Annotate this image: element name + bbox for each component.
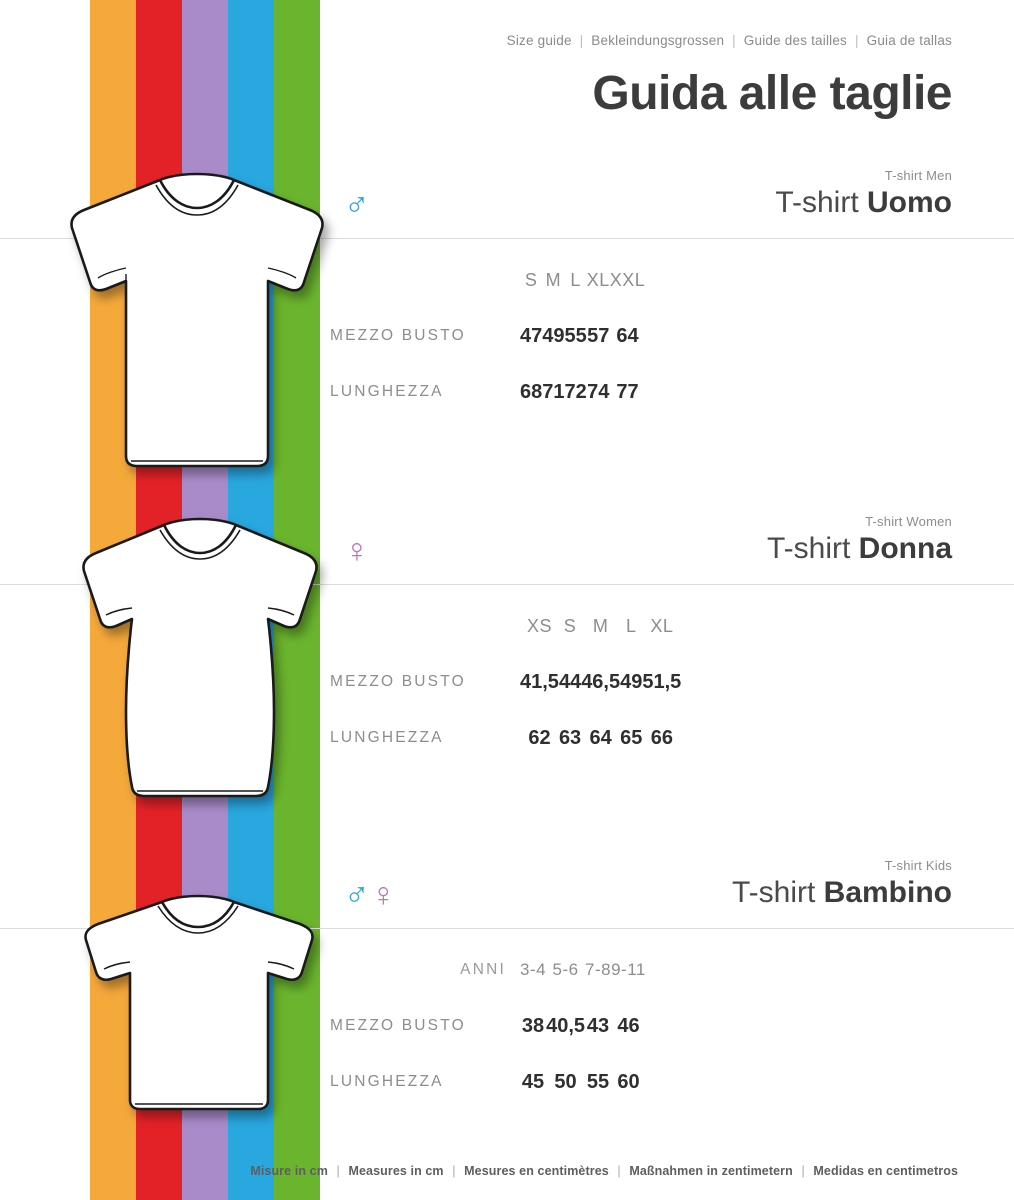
women-chest-m: 46,5: [581, 670, 621, 693]
table-row: [330, 364, 645, 420]
lang-sep-1: |: [579, 33, 584, 48]
women-col-l: L: [625, 615, 637, 636]
women-length-xs: 62: [528, 726, 551, 749]
table-row: [330, 1054, 646, 1110]
section-men-subtitle: T-shirt Men: [884, 168, 952, 183]
kids-size-table: [330, 942, 646, 1110]
table-row: [330, 654, 681, 710]
table-header-row: [330, 942, 646, 998]
lang-label-de: Bekleindungsgrossen: [591, 33, 725, 48]
men-col-l: L: [570, 269, 581, 290]
section-men-title-bold: Uomo: [867, 186, 952, 219]
page-header: [320, 0, 952, 118]
table-header-row: [330, 598, 681, 654]
kids-length-9-11: 60: [617, 1070, 640, 1093]
footer-note-it: Misure in cm: [250, 1164, 328, 1178]
footer-note-fr: Mesures en centimètres: [464, 1164, 609, 1178]
women-length-m: 64: [589, 726, 612, 749]
section-men-title: [775, 186, 952, 220]
men-col-m: M: [545, 269, 562, 290]
section-kids-title-bold: Bambino: [823, 876, 952, 909]
lang-label-es: Guia de tallas: [866, 33, 952, 48]
kids-length-7-8: 55: [586, 1070, 610, 1093]
men-chest-l: 55: [564, 324, 587, 347]
footer-sep-3: |: [617, 1164, 621, 1178]
women-col-xs: XS: [526, 615, 552, 636]
section-men-icons: [344, 188, 371, 222]
kids-col-label-anni: ANNI: [460, 961, 506, 978]
kids-chest-5-6: 40,5: [546, 1014, 586, 1037]
men-row-label-chest: MEZZO BUSTO: [330, 327, 466, 344]
men-length-s: 68: [520, 380, 543, 403]
section-women-title-bold: Donna: [858, 532, 952, 565]
table-row: [330, 308, 645, 364]
women-col-label: [330, 598, 520, 654]
page-title: Guida alle taglie: [592, 67, 952, 120]
section-men-title-light: T-shirt: [775, 186, 867, 219]
female-icon: ♀: [344, 532, 371, 570]
kids-chest-3-4: 38: [521, 1014, 545, 1037]
section-women-title-light: T-shirt: [767, 532, 859, 565]
men-chest-xl: 57: [587, 324, 610, 347]
table-row: [330, 710, 681, 766]
footer-note-de: Maßnahmen in zentimetern: [629, 1164, 793, 1178]
table-row: [330, 998, 646, 1054]
men-length-l: 72: [564, 380, 587, 403]
kids-col-5-6: 5-6: [552, 960, 579, 979]
section-kids-title: [732, 876, 952, 910]
men-chest-s: 47: [520, 324, 543, 347]
kids-chest-7-8: 43: [586, 1014, 610, 1037]
footer-note-en: Measures in cm: [348, 1164, 444, 1178]
kids-col-3-4: 3-4: [520, 960, 547, 979]
women-row-label-length: LUNGHEZZA: [330, 729, 444, 746]
men-chest-xxl: 64: [616, 324, 639, 347]
men-row-label-length: LUNGHEZZA: [330, 383, 444, 400]
men-col-xl: XL: [586, 269, 610, 290]
women-length-s: 63: [558, 726, 582, 749]
section-women-title: [767, 532, 952, 566]
footer-sep-4: |: [801, 1164, 805, 1178]
women-chest-l: 49: [620, 670, 643, 693]
language-labels: [320, 0, 952, 48]
women-col-m: M: [592, 615, 609, 636]
men-length-m: 71: [542, 380, 565, 403]
men-chest-m: 49: [542, 324, 565, 347]
lang-label-fr: Guide des tailles: [743, 33, 848, 48]
section-kids-title-light: T-shirt: [731, 876, 824, 909]
men-col-s: S: [524, 269, 538, 290]
section-women-subtitle: T-shirt Women: [865, 514, 952, 529]
table-header-row: [330, 252, 645, 308]
section-kids-icons: [344, 878, 397, 912]
footer-note-es: Medidas en centimetros: [813, 1164, 958, 1178]
male-icon: ♂: [344, 186, 371, 224]
footer-notes: [0, 1164, 958, 1178]
kids-length-3-4: 45: [521, 1070, 545, 1093]
lang-label-en: Size guide: [506, 33, 572, 48]
women-col-s: S: [563, 615, 577, 636]
kids-col-9-11: 9-11: [611, 960, 646, 979]
kids-col-7-8: 7-8: [585, 960, 612, 979]
kids-row-label-length: LUNGHEZZA: [330, 1073, 444, 1090]
female-icon: ♀: [370, 876, 397, 914]
tshirt-illustration-men: [52, 170, 342, 470]
women-chest-s: 44: [558, 670, 582, 693]
lang-sep-2: |: [732, 33, 736, 48]
section-kids-subtitle: T-shirt Kids: [884, 858, 952, 873]
women-length-l: 65: [620, 726, 643, 749]
men-col-label: [330, 252, 520, 308]
kids-row-label-chest: MEZZO BUSTO: [330, 1017, 466, 1034]
women-length-xl: 66: [650, 726, 673, 749]
women-row-label-chest: MEZZO BUSTO: [330, 673, 466, 690]
lang-sep-3: |: [854, 33, 859, 48]
women-chest-xl: 51,5: [642, 670, 682, 693]
men-length-xl: 74: [587, 380, 610, 403]
footer-sep-1: |: [336, 1164, 340, 1178]
women-col-xl: XL: [650, 615, 674, 636]
footer-sep-2: |: [452, 1164, 456, 1178]
tshirt-illustration-kids: [62, 890, 332, 1115]
men-col-xxl: XXL: [609, 269, 646, 290]
women-chest-xs: 41,5: [520, 670, 559, 693]
women-size-table: [330, 598, 681, 766]
men-length-xxl: 77: [616, 380, 639, 403]
male-icon: ♂: [344, 876, 371, 914]
tshirt-illustration-women: [60, 515, 340, 805]
kids-length-5-6: 50: [554, 1070, 577, 1093]
kids-chest-9-11: 46: [617, 1014, 640, 1037]
men-size-table: [330, 252, 645, 420]
section-women-icons: [344, 534, 371, 568]
